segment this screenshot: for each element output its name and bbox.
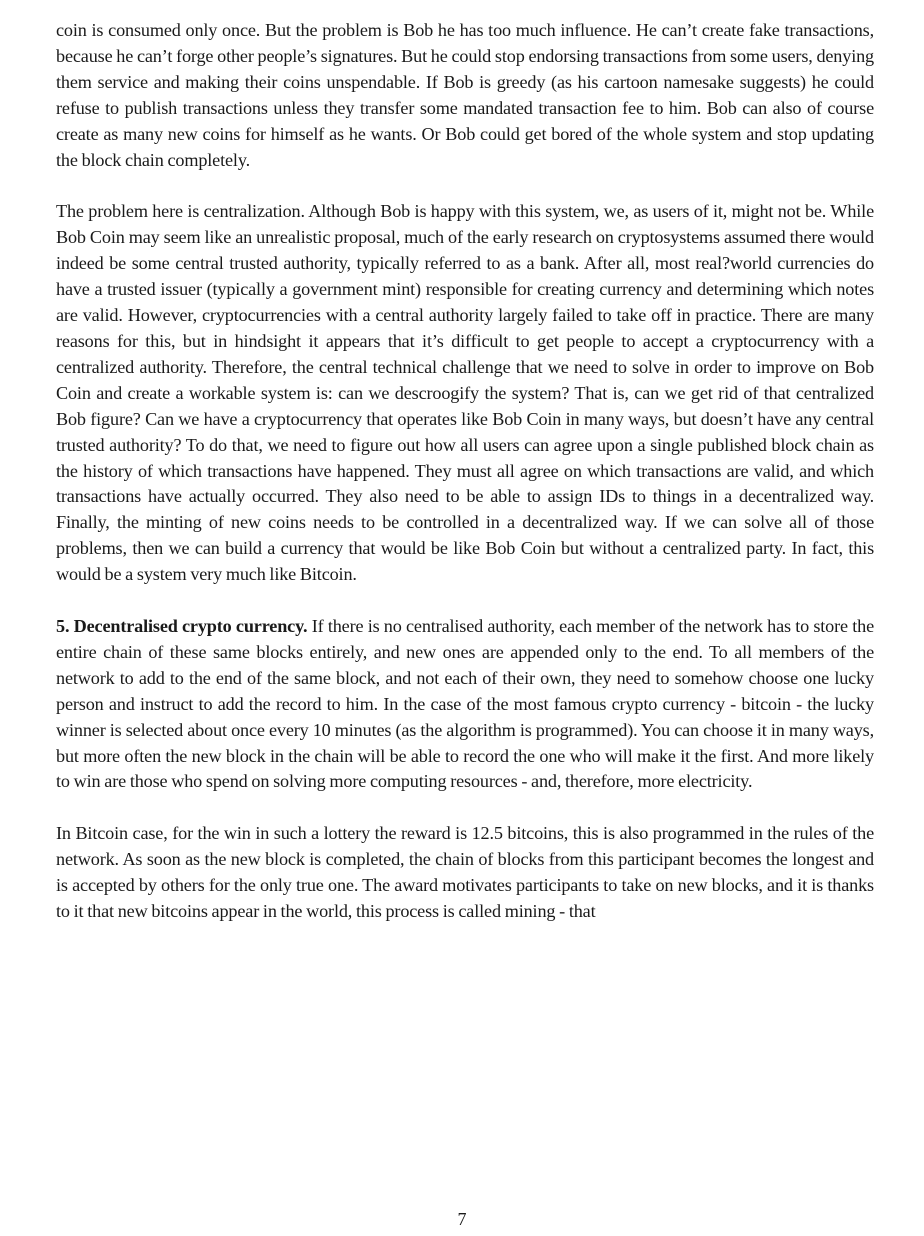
document-page bbox=[56, 18, 874, 951]
paragraph-bob-influence bbox=[56, 18, 874, 173]
paragraph-text: The problem here is centralization. Although Bob is happy with this system, we, as users of it, might not be. While Bob Coin may seem like an unrealistic proposal, much of the early research on cryptosystems assumed there would indeed be some central trusted authority, typically referred to as a bank. After all, most real?world currencies do have a trusted issuer (typically a government mint) responsible for creating currency and determining which notes are valid. However, cryptocurrencies with a central authority largely failed to take off in practice. There are many reasons for this, but in hindsight it appears that it’s difficult to get people to accept a cryptocurrency with a centralized authority. Therefore, the central technical challenge that we need to solve in order to improve on Bob Coin and create a workable system is: can we descroogify the system? That is, can we get rid of that centralized Bob figure? Can we have a cryptocurrency that operates like Bob Coin in many ways, but doesn’t have any central trusted authority? To do that, we need to figure out how all users can agree upon a single published block chain as the history of which transactions have happened. They must all agree on which transactions are valid, and which transactions have actually occurred. They also need to be able to assign IDs to things in a decentralized way. Finally, the minting of new coins needs to be controlled in a decentralized way. If we can solve all of those problems, then we can build a currency that would be like Bob Coin but without a centralized party. In fact, this would be a system very much like Bitcoin. bbox=[56, 201, 874, 585]
page-number: 7 bbox=[457, 1209, 467, 1229]
paragraph-bitcoin-reward bbox=[56, 821, 874, 925]
paragraph-centralization bbox=[56, 199, 874, 588]
paragraph-text: If there is no centralised authority, each member of the network has to store the entire chain of these same blocks entirely, and new ones are appended only to the end. To all members of the network to add to the end of the same block, and not each of their own, they need to somehow choose one lucky person and instruct to add the record to him. In the case of the most famous crypto currency - bitcoin - the lucky winner is selected about once every 10 minutes (as the algorithm is programmed). You can choose it in many ways, but more often the new block in the chain will be able to record the one who will make it the first. And more likely to win are those who spend on solving more computing resources - and, therefore, more electricity. bbox=[56, 616, 874, 792]
paragraph-text: In Bitcoin case, for the win in such a lottery the reward is 12.5 bitcoins, this is also programmed in the rules of the network. As soon as the new block is completed, the chain of blocks from this participant becomes the longest and is accepted by others for the only true one. The award motivates participants to take on new blocks, and it is thanks to it that new bitcoins appear in the world, this process is called mining - that bbox=[56, 823, 874, 922]
section-heading: 5. Decentralised crypto currency. bbox=[56, 616, 308, 637]
paragraph-text: coin is consumed only once. But the problem is Bob he has too much influence. He can’t create fake transactions, because he can’t forge other people’s signatures. But he could stop endorsing transactions from some users, denying them service and making their coins unspendable. If Bob is greedy (as his cartoon namesake suggests) he could refuse to publish transactions unless they transfer some mandated transaction fee to him. Bob can also of course create as many new coins for himself as he wants. Or Bob could get bored of the whole system and stop updating the block chain completely. bbox=[56, 20, 874, 170]
paragraph-decentralised-currency bbox=[56, 614, 874, 795]
